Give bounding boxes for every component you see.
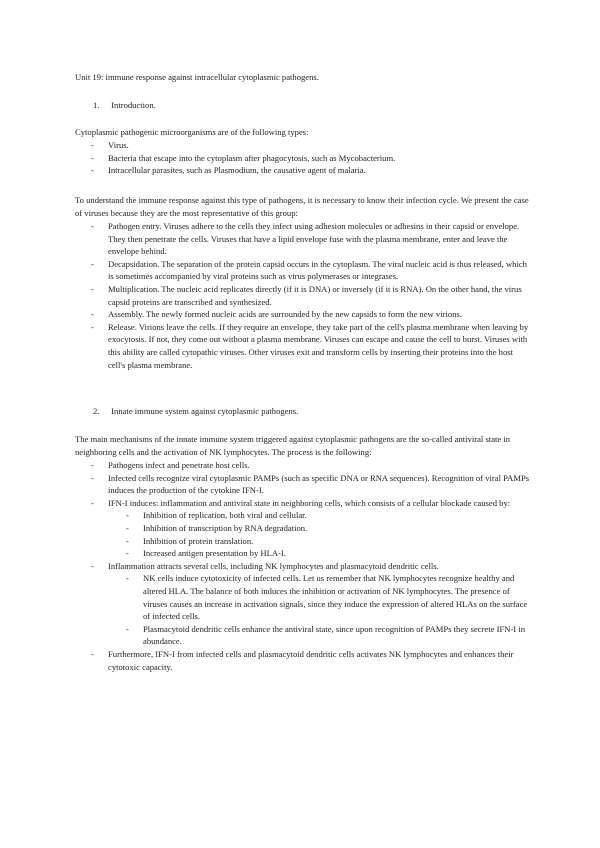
list-item-text: IFN-I induces: inflammation and antiviral state in neighboring cells, which consists of a cellular blockade caused by: bbox=[108, 497, 511, 508]
infection-cycle-intro: To understand the immune response against this type of pathogens, it is necessary to know their infection cycle. We present the case of viruses because they are the most representative of this group: bbox=[75, 195, 529, 218]
innate-process-list bbox=[75, 459, 530, 673]
blockade-sublist bbox=[108, 509, 530, 559]
sublist-item: - Inhibition of protein translation. bbox=[108, 535, 530, 548]
section-2-number: 2. bbox=[93, 406, 100, 416]
list-item-inflammation bbox=[75, 560, 530, 648]
sublist-item: - Inhibition of replication, both viral and cellular. bbox=[108, 509, 530, 522]
sublist-item: - Increased antigen presentation by HLA-I. bbox=[108, 547, 530, 560]
pathogen-types-intro: Cytoplasmic pathogenic microorganisms are of the following types: bbox=[75, 127, 309, 137]
list-item-ifn bbox=[75, 497, 530, 560]
section-1-heading bbox=[93, 99, 533, 112]
list-item-text: Inflammation attracts several cells, including NK lymphocytes and plasmacytoid dendritic cells. bbox=[108, 560, 439, 571]
sublist-item: - Inhibition of transcription by RNA degradation. bbox=[108, 522, 530, 535]
list-item: - Release. Virions leave the cells. If they require an envelope, they take part of the cell's plasma membrane when leaving by exocytosis. If not, they come out without a plasma membrane. Viruses can escape and cause the cell to burst. Viruses with this ability are called cytopathic viruses. Other viruses exit and transform cells by inserting their proteins into the host cell's plasma membrane. bbox=[75, 321, 530, 371]
list-item: - Virus. bbox=[75, 139, 530, 152]
list-item: - Intracellular parasites, such as Plasmodium, the causative agent of malaria. bbox=[75, 164, 530, 177]
section-1-title: Introduction. bbox=[111, 100, 156, 110]
list-item: - Decapsidation. The separation of the protein capsid occurs in the cytoplasm. The viral nucleic acid is thus released, which is sometimes accompanied by viral proteins such as virus polymerases or integrases. bbox=[75, 258, 530, 283]
section-1-number: 1. bbox=[93, 100, 100, 110]
sublist-item: - Plasmacytoid dendritic cells enhance the antiviral state, since upon recognition of PAMPs they secrete IFN-I in abundance. bbox=[108, 623, 530, 648]
list-item: - Bacteria that escape into the cytoplasm after phagocytosis, such as Mycobacterium. bbox=[75, 152, 530, 165]
list-item: - Pathogens infect and penetrate host cells. bbox=[75, 459, 530, 472]
list-item: - Furthermore, IFN-I from infected cells and plasmacytoid dendritic cells activates NK lymphocytes and enhances their cytotoxic capacity. bbox=[75, 648, 530, 673]
list-item: - Assembly. The newly formed nucleic acids are surrounded by the new capsids to form the new virions. bbox=[75, 308, 530, 321]
unit-title: Unit 19: immune response against intracellular cytoplasmic pathogens. bbox=[75, 72, 319, 82]
pathogen-types-list bbox=[75, 139, 530, 177]
section-2-heading bbox=[93, 405, 533, 418]
infection-cycle-list bbox=[75, 220, 530, 371]
list-item: - Pathogen entry. Viruses adhere to the cells they infect using adhesion molecules or adhesins in their capsid or envelope. They then penetrate the cells. Viruses that have a lipid envelope fuse with the plasma membrane, enter and leave the envelope behind. bbox=[75, 220, 530, 258]
cells-sublist bbox=[108, 572, 530, 648]
sublist-item: - NK cells induce cytotoxicity of infected cells. Let us remember that NK lymphocytes recognize healthy and altered HLA. The balance of both induces the inhibition or activation of NK lymphocytes. The presence of viruses causes an increase in activation signals, since they induce the expression of altered HLAs on the surface of infected cells. bbox=[108, 572, 530, 622]
section-2-title: Innate immune system against cytoplasmic pathogens. bbox=[111, 406, 299, 416]
list-item: - Infected cells recognize viral cytoplasmic PAMPs (such as specific DNA or RNA sequences). Recognition of viral PAMPs induces the production of the cytokine IFN-I. bbox=[75, 472, 530, 497]
list-item: - Multiplication. The nucleic acid replicates directly (if it is DNA) or inversely (if it is RNA). On the other hand, the virus capsid proteins are transcribed and synthesized. bbox=[75, 283, 530, 308]
innate-immune-intro: The main mechanisms of the innate immune system triggered against cytoplasmic pathogens are the so-called antiviral state in neighboring cells and the activation of NK lymphocytes. The process is the following: bbox=[75, 434, 511, 457]
